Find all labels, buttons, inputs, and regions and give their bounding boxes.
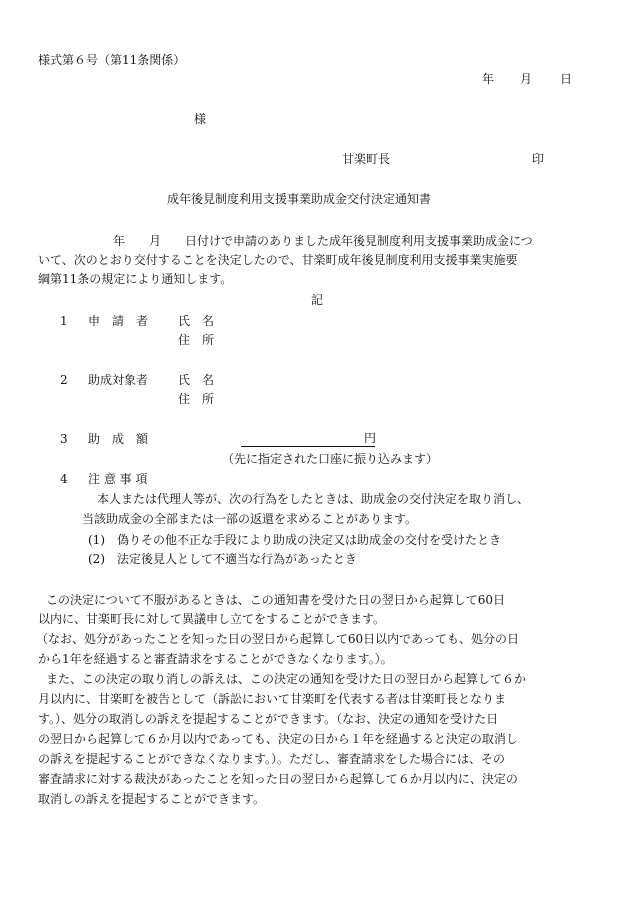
item2-address-label: 住 所 <box>178 392 215 406</box>
item2-number: 2 <box>60 373 68 387</box>
item4-text-1: 本人または代理人等が、次の行為をしたときは、助成金の交付決定を取り消し、 <box>97 492 530 506</box>
appeal-p2-line-6: 審査請求に対する裁決があったことを知った日の翌日から起算して６か月以内に、決定の <box>38 772 518 786</box>
intro-line-2: いて、次のとおり交付することを決定したので、甘楽町成年後見制度利用支援事業実施要 <box>38 253 518 267</box>
item3-label: 助 成 額 <box>88 432 149 446</box>
item4-sub-2: (2) 法定後見人として不適当な行為があったとき <box>88 552 357 566</box>
appeal-p2-line-2: 月以内に、甘楽町を被告として（訴訟において甘楽町を代表する者は甘楽町長となりま <box>38 692 507 706</box>
appeal-p1-line-2: 以内に、甘楽町長に対して異議申し立てをすることができます。 <box>38 612 386 626</box>
appeal-p2-line-3: す。）、処分の取消しの訴えを提起することができます。（なお、決定の通知を受けた日 <box>38 712 499 726</box>
appeal-p2-line-7: 取消しの訴えを提起することができます。 <box>38 792 266 806</box>
intro-line-1: 年 月 日付けで申請のありました成年後見制度利用支援事業助成金につ <box>113 234 533 248</box>
amount-underline <box>241 446 375 447</box>
item1-label: 申 請 者 <box>88 314 149 328</box>
appeal-p2-line-5: の訴えを提起することができなくなります。）。ただし、審査請求をした場合には、その <box>38 752 506 766</box>
addressee-suffix: 様 <box>194 112 207 126</box>
ki-heading: 記 <box>311 293 324 307</box>
item2-name-label: 氏 名 <box>178 373 215 387</box>
form-number: 様式第６号（第11条関係） <box>38 53 186 67</box>
appeal-p1-line-4: から1年を経過すると審査請求をすることができなくなります。）。 <box>38 652 393 666</box>
item4-label: 注 意 事 項 <box>88 472 148 486</box>
item3-transfer-note: （先に指定された口座に振り込みます） <box>222 452 439 466</box>
date-year: 年 <box>482 72 495 86</box>
item3-number: 3 <box>60 432 68 446</box>
item1-address-label: 住 所 <box>178 333 215 347</box>
intro-line-3: 綱第11条の規定により通知します。 <box>38 272 233 286</box>
sender-name: 甘楽町長 <box>342 152 391 166</box>
date-day: 日 <box>560 72 573 86</box>
document-title: 成年後見制度利用支援事業助成金交付決定通知書 <box>167 192 432 206</box>
appeal-p2-line-1: また、この決定の取り消しの訴えは、この決定の通知を受けた日の翌日から起算して６か <box>46 672 527 686</box>
item2-label: 助成対象者 <box>88 373 149 387</box>
date-month: 月 <box>520 72 533 86</box>
item4-sub-1: (1) 偽りその他不正な手段により助成の決定又は助成金の交付を受けたとき <box>88 533 502 547</box>
item4-number: 4 <box>60 472 68 486</box>
item4-text-2: 当該助成金の全部または一部の返還を求めることがあります。 <box>82 512 418 526</box>
appeal-p1-line-3: （なお、処分があったことを知った日の翌日から起算して60日以内であっても、処分の日 <box>36 632 520 646</box>
appeal-p2-line-4: の翌日から起算して６か月以内であっても、決定の日から１年を経過すると決定の取消し <box>38 732 518 746</box>
seal-mark: 印 <box>532 152 545 166</box>
appeal-p1-line-1: この決定について不服があるときは、この通知書を受けた日の翌日から起算して60日 <box>46 593 506 607</box>
item1-name-label: 氏 名 <box>178 314 215 328</box>
amount-unit: 円 <box>364 431 377 445</box>
item1-number: 1 <box>60 314 68 328</box>
